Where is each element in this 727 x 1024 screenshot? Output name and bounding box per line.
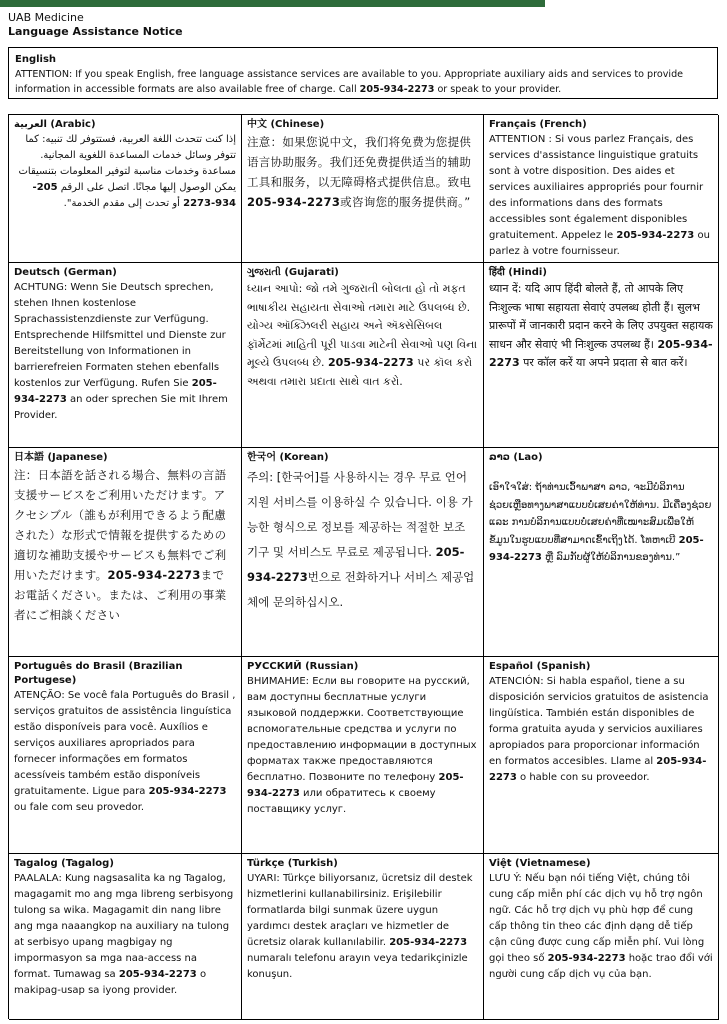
phone-number: 205-934-2273	[547, 953, 626, 964]
language-heading: Việt (Vietnamese)	[489, 858, 591, 869]
language-heading: Tagalog (Tagalog)	[14, 858, 114, 869]
page-header	[8, 11, 183, 39]
notice-text: ध्यान दें: यदि आप हिंदी बोलते हैं, तो आपके लिए निःशुल्क भाषा सहायता सेवाएं उपलब्ध होती हैं। सुलभ प्रारूपों में जानकारी प्रदान करने के लिए उपयुक्त सहायक साधन और सेवाएं भी निःशुल्क उपलब्ध हैं। 205-934-2273 पर कॉल करें या अपने प्रदाता से बात करें।	[489, 282, 713, 369]
phone-number: 205-934-2273	[32, 182, 236, 209]
notice-korean	[242, 448, 484, 657]
notice-text: 注：日本語を話される場合、無料の言語支援サービスをご利用いただけます。アクセシブル（誰もが利用できるよう配慮された）な形式で情報を提供するための適切な補助支援やサービスも無料でご利用いただけます。205-934-2273までお電話ください。または、ご利用の事業者にご相談ください	[14, 468, 227, 622]
language-heading: العربية (Arabic)	[14, 119, 96, 130]
notice-text: إذا كنت تتحدث اللغة العربية، فستتوفر لك تنبيه: كما تتوفر وسائل خدمات المساعدة اللغوية المجانية. مساعدة وخدمات مناسبة لتوفير المعلومات بتنسيقات يمكن الوصول إليها مجانًا. اتصل على الرقم 205-934-2273 أو تحدث إلى مقدم الخدمة".	[18, 134, 236, 209]
language-heading: 한국어 (Korean)	[247, 452, 329, 463]
phone-number: 205-934-2273	[247, 772, 464, 799]
language-heading: हिंदी (Hindi)	[489, 267, 547, 278]
phone-number: 205-934-2273	[359, 84, 435, 95]
notice-turkish	[242, 854, 484, 1020]
language-heading: ລາວ (Lao)	[489, 452, 543, 463]
notice-text: PAALALA: Kung nagsasalita ka ng Tagalog, magagamit mo ang mga libreng serbisyong tulong sa wika. Magagamit din nang libre ang mga naaangkop na auxiliary na tulong at serbisyo upang magbigay ng impormasyon sa mga naa-access na format. Tumawag sa 205-934-2273 o makipag-usap sa iyong provider.	[14, 873, 234, 996]
language-heading: Türkçe (Turkish)	[247, 858, 338, 869]
phone-number: 205-934-2273	[328, 356, 414, 369]
notice-text: ເອົາໃຈໃສ່: ຖ້າທ່ານເວົ້າພາສາ ລາວ, ຈະມີບໍລິການຊ່ວຍເຫຼືອທາງພາສາແບບບໍ່ເສຍຄ່າໃຫ້ທ່ານ. ມີເຄື່ອງຊ່ວຍ ແລະ ການບໍລິການແບບບໍ່ເສຍຄ່າທີ່ເໝາະສົມເພື່ອໃຫ້ຂໍ້ມູນໃນຮູບແບບທີ່ສາມາດເຂົ້າເຖິງໄດ້. ໂທຫາເບີ 205-934-2273 ຫຼື ລົມກັບຜູ້ໃຫ້ບໍລິການຂອງທ່ານ.”	[489, 482, 712, 563]
notice-text: LƯU Ý: Nếu bạn nói tiếng Việt, chúng tôi cung cấp miễn phí các dịch vụ hỗ trợ ngôn ngữ. Các hỗ trợ dịch vụ phù hợp để cung cấp thông tin theo các định dạng dễ tiếp cận cũng được cung cấp miễn phí. Vui lòng gọi theo số 205-934-2273 hoặc trao đổi với người cung cấp dịch vụ của bạn.	[489, 873, 713, 980]
phone-number: 205-934-2273	[247, 195, 341, 209]
notice-text: UYARI: Türkçe biliyorsanız, ücretsiz dil destek hizmetlerini kullanabilirsiniz. Erişilebilir formatlarda bilgi sunmak üzere uygun yardımcı destek araçları ve hizmetler de ücretsiz olarak kullanılabilir. 205-934-2273 numaralı telefonu arayın veya tedarikçinizle konuşun.	[247, 873, 473, 980]
notice-text: ВНИМАНИЕ: Если вы говорите на русский, вам доступны бесплатные услуги языковой поддержки. Соответствующие вспомогательные средства и услуги по предоставлению информации в доступных форматах также предоставляются бесплатно. Позвоните по телефону 205-934-2273 или обратитесь к своему поставщику услуг.	[247, 676, 477, 815]
notice-japanese	[9, 448, 242, 657]
phone-number: 205-934-2273	[389, 937, 468, 948]
phone-number: 205-934-2273	[489, 337, 713, 369]
language-heading: English	[15, 54, 57, 65]
language-heading: РУССКИЙ (Russian)	[247, 661, 359, 672]
language-heading: 日本語 (Japanese)	[14, 452, 108, 463]
language-heading: 中文 (Chinese)	[247, 119, 325, 130]
notice-text: ATENÇÃO: Se você fala Português do Brasil , serviços gratuitos de assistência linguística estão disponíveis para você. Auxílios e serviços auxiliares apropriados para fornecer informações em formatos acessíveis também estão disponíveis gratuitamente. Ligue para 205-934-2273 ou fale com seu provedor.	[14, 690, 236, 813]
brand-bar	[0, 0, 545, 7]
language-grid	[8, 114, 718, 1019]
notice-gujarati	[242, 263, 484, 448]
notice-hindi	[484, 263, 719, 448]
language-heading: Deutsch (German)	[14, 267, 117, 278]
notice-text: ACHTUNG: Wenn Sie Deutsch sprechen, stehen Ihnen kostenlose Sprachassistenzdienste zur Verfügung. Entsprechende Hilfsmittel und Dienste zur Bereitstellung von Informationen in barrierefreien Formaten stehen ebenfalls kostenlos zur Verfügung. Rufen Sie 205-934-2273 an oder sprechen Sie mit Ihrem Provider.	[14, 282, 228, 421]
notice-text: ATTENTION: If you speak English, free language assistance services are available to you. Appropriate auxiliary aids and services to provide information in accessible formats are also available free of charge. Call 205-934-2273 or speak to your provider.	[15, 69, 684, 95]
phone-number: 205-934-2273	[489, 534, 704, 563]
phone-number: 205-934-2273	[489, 756, 707, 783]
notice-text: 注意：如果您说中文，我们将免费为您提供语言协助服务。我们还免费提供适当的辅助工具和服务，以无障碍格式提供信息。致电 205-934-2273或咨询您的服务提供商。”	[247, 135, 472, 209]
phone-number: 205-934-2273	[616, 230, 695, 241]
notice-portuguese	[9, 657, 242, 854]
notice-spanish	[484, 657, 719, 854]
english-notice	[8, 47, 718, 99]
notice-french	[484, 115, 719, 263]
notice-lao	[484, 448, 719, 657]
phone-number: 205-934-2273	[14, 378, 217, 405]
notice-text: ATENCIÓN: Si habla español, tiene a su disposición servicios gratuitos de asistencia lingüística. También están disponibles de forma gratuita ayuda y servicios auxiliares apropiados para proporcionar información en formatos accesibles. Llame al 205-934-2273 o hable con su proveedor.	[489, 676, 709, 783]
notice-vietnamese	[484, 854, 719, 1020]
notice-text: 주의: [한국어]를 사용하시는 경우 무료 언어 지원 서비스를 이용하실 수 있습니다. 이용 가능한 형식으로 정보를 제공하는 적절한 보조 기구 및 서비스도 무료로 제공됩니다. 205-934-2273번으로 전화하거나 서비스 제공업체에 문의하십시오.	[247, 470, 475, 609]
notice-german	[9, 263, 242, 448]
notice-tagalog	[9, 854, 242, 1020]
notice-russian	[242, 657, 484, 854]
notice-text: ધ્યાન આપો: જો તમે ગુજરાતી બોલતા હો તો મફત ભાષાકીય સહાયતા સેવાઓ તમારા માટે ઉપલબ્ધ છે. યોગ્ય ઑક્ઝિલરી સહાય અને ઍક્સેસિબલ ફૉર્મેટમાં માહિતી પૂરી પાડવા માટેની સેવાઓ પણ વિના મૂલ્યે ઉપલબ્ધ છે. 205-934-2273 પર કૉલ કરો અથવા તમારા પ્રદાતા સાથે વાત કરો.	[247, 282, 478, 388]
notice-arabic	[9, 115, 242, 263]
phone-number: 205-934-2273	[118, 969, 197, 980]
phone-number: 205-934-2273	[148, 786, 227, 797]
page-title: Language Assistance Notice	[8, 25, 183, 38]
notice-text: ATTENTION : Si vous parlez Français, des services d'assistance linguistique gratuits sont à votre disposition. Des aides et services auxiliaires appropriés pour fournir des informations dans des formats accessibles sont également disponibles gratuitement. Appelez le 205-934-2273 ou parlez à votre fournisseur.	[489, 134, 710, 257]
language-heading: ગુજરાતી (Gujarati)	[247, 267, 339, 278]
language-heading: Português do Brasil (Brazilian Portugese)	[14, 661, 183, 686]
phone-number: 205-934-2273	[247, 545, 465, 584]
phone-number: 205-934-2273	[107, 568, 201, 582]
organization-name: UAB Medicine	[8, 11, 84, 24]
language-heading: Español (Spanish)	[489, 661, 591, 672]
language-heading: Français (French)	[489, 119, 587, 130]
notice-chinese	[242, 115, 484, 263]
